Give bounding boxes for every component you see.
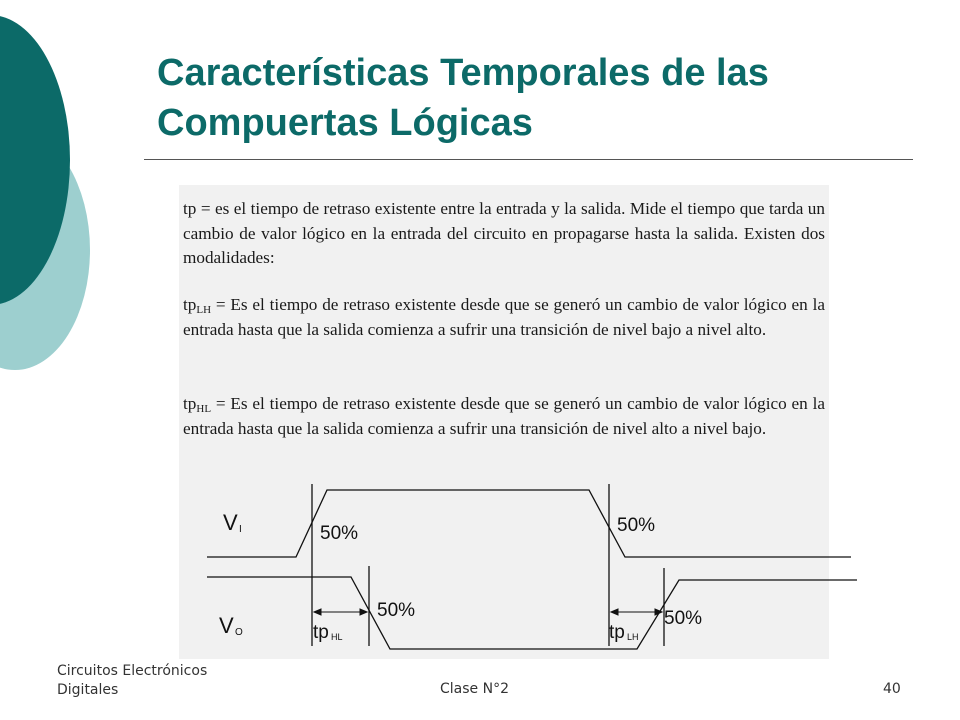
tplh-subscript: LH bbox=[196, 304, 212, 316]
vo-subscript: O bbox=[235, 627, 243, 638]
input-rise-50-label: 50% bbox=[320, 523, 359, 544]
tphl-label-subscript: HL bbox=[331, 632, 343, 642]
footer-course-line2: Digitales bbox=[57, 682, 119, 698]
tplh-symbol: tp bbox=[183, 295, 197, 314]
propagation-delay-diagram bbox=[179, 470, 869, 660]
footer-class: Clase N°2 bbox=[440, 681, 509, 697]
tplh-label: tp bbox=[609, 622, 625, 643]
tplh-label-subscript: LH bbox=[627, 632, 639, 642]
output-fall-50-label: 50% bbox=[377, 600, 416, 621]
vo-label: V bbox=[219, 613, 234, 638]
tphl-subscript: HL bbox=[196, 403, 212, 415]
title-divider bbox=[144, 159, 913, 160]
tplh-description: = Es el tiempo de retraso existente desde que se generó un cambio de valor lógico en la entrada hasta que la salida comienza a sufrir una transición de nivel bajo a nivel alto. bbox=[183, 295, 825, 339]
slide-title: Características Temporales de las Compuertas Lógicas bbox=[157, 52, 769, 144]
output-rise-50-label: 50% bbox=[664, 608, 703, 629]
tphl-definition bbox=[183, 392, 825, 441]
output-waveform bbox=[207, 577, 857, 649]
footer-course bbox=[57, 662, 257, 700]
input-waveform bbox=[207, 490, 851, 557]
tphl-description: = Es el tiempo de retraso existente desde que se generó un cambio de valor lógico en la entrada hasta que la salida comienza a sufrir una transición de nivel alto a nivel bajo. bbox=[183, 394, 825, 438]
tp-definition: tp = es el tiempo de retraso existente entre la entrada y la salida. Mide el tiempo que tarda un cambio de valor lógico en la entrada del circuito en propagarse hasta la salida. Existen dos modalidades: bbox=[183, 199, 825, 267]
vi-label: V bbox=[223, 510, 238, 535]
tphl-symbol: tp bbox=[183, 394, 197, 413]
footer-course-line1: Circuitos Electrónicos bbox=[57, 663, 208, 679]
footer-page-number: 40 bbox=[883, 681, 901, 697]
vi-subscript: I bbox=[239, 524, 242, 535]
tphl-label: tp bbox=[313, 622, 329, 643]
tplh-definition bbox=[183, 293, 825, 342]
input-fall-50-label: 50% bbox=[617, 515, 656, 536]
